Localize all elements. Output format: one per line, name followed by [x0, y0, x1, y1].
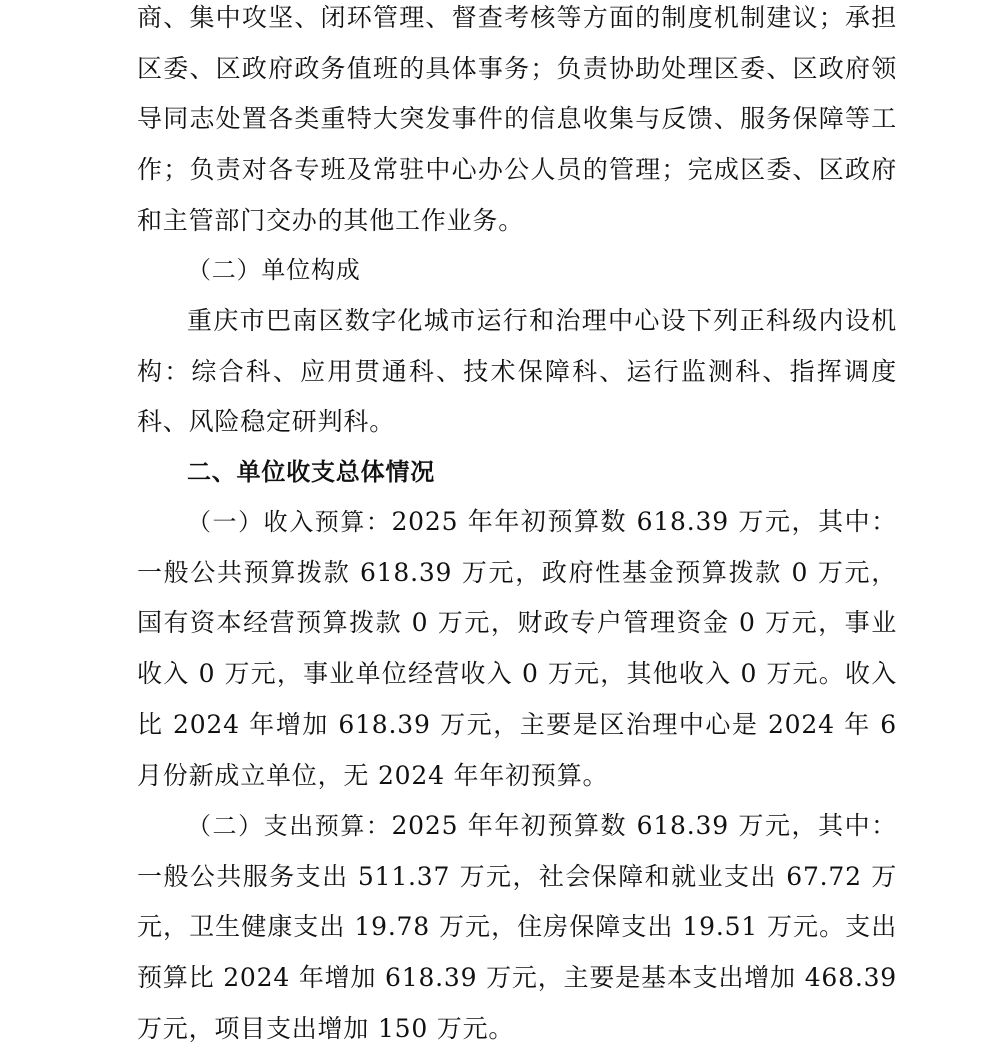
income-budget-body: 2025 年年初预算数 618.39 万元，其中：一般公共预算拨款 618.39 万元，政府性基金预算拨款 0 万元，国有资本经营预算拨款 0 万元，财政专户管理资金 0 万元，事业收入 0 万元，事业单位经营收入 0 万元，其他收入 0 万元。收入比 2024 年增加 618.39 万元，主要是区治理中心是 2024 年 6 月份新成立单位，无 2024 年年初预算。 [137, 507, 897, 790]
expenditure-budget-paragraph [137, 801, 897, 1055]
continuation-paragraph: 商、集中攻坚、闭环管理、督查考核等方面的制度机制建议；承担区委、区政府政务值班的具体事务；负责协助处理区委、区政府领导同志处置各类重特大突发事件的信息收集与反馈、服务保障等工作；负责对各专班及常驻中心办公人员的管理；完成区委、区政府和主管部门交办的其他工作业务。 [137, 3, 897, 235]
income-budget-paragraph [137, 497, 897, 801]
unit-composition-body-block [137, 296, 897, 448]
expenditure-budget-lead: （二）支出预算： [187, 812, 392, 840]
unit-composition-body: 重庆市巴南区数字化城市运行和治理中心设下列正科级内设机构：综合科、应用贯通科、技术保障科、运行监测科、指挥调度科、风险稳定研判科。 [137, 306, 897, 437]
unit-composition-heading-block [137, 245, 897, 296]
income-budget-lead: （一）收入预算： [187, 508, 392, 536]
expenditure-budget-block [137, 801, 897, 1055]
continuation-paragraph-block [137, 0, 897, 247]
expenditure-budget-body: 2025 年年初预算数 618.39 万元，其中：一般公共服务支出 511.37 万元，社会保障和就业支出 67.72 万元，卫生健康支出 19.78 万元，住房保障支出 19.51 万元。支出预算比 2024 年增加 618.39 万元，主要是基本支出增加 468.39 万元，项目支出增加 150 万元。 [137, 811, 897, 1043]
overall-heading: 二、单位收支总体情况 [187, 458, 435, 486]
overall-heading-block [137, 447, 897, 498]
unit-composition-heading: （二）单位构成 [187, 256, 361, 284]
income-budget-block [137, 497, 897, 801]
